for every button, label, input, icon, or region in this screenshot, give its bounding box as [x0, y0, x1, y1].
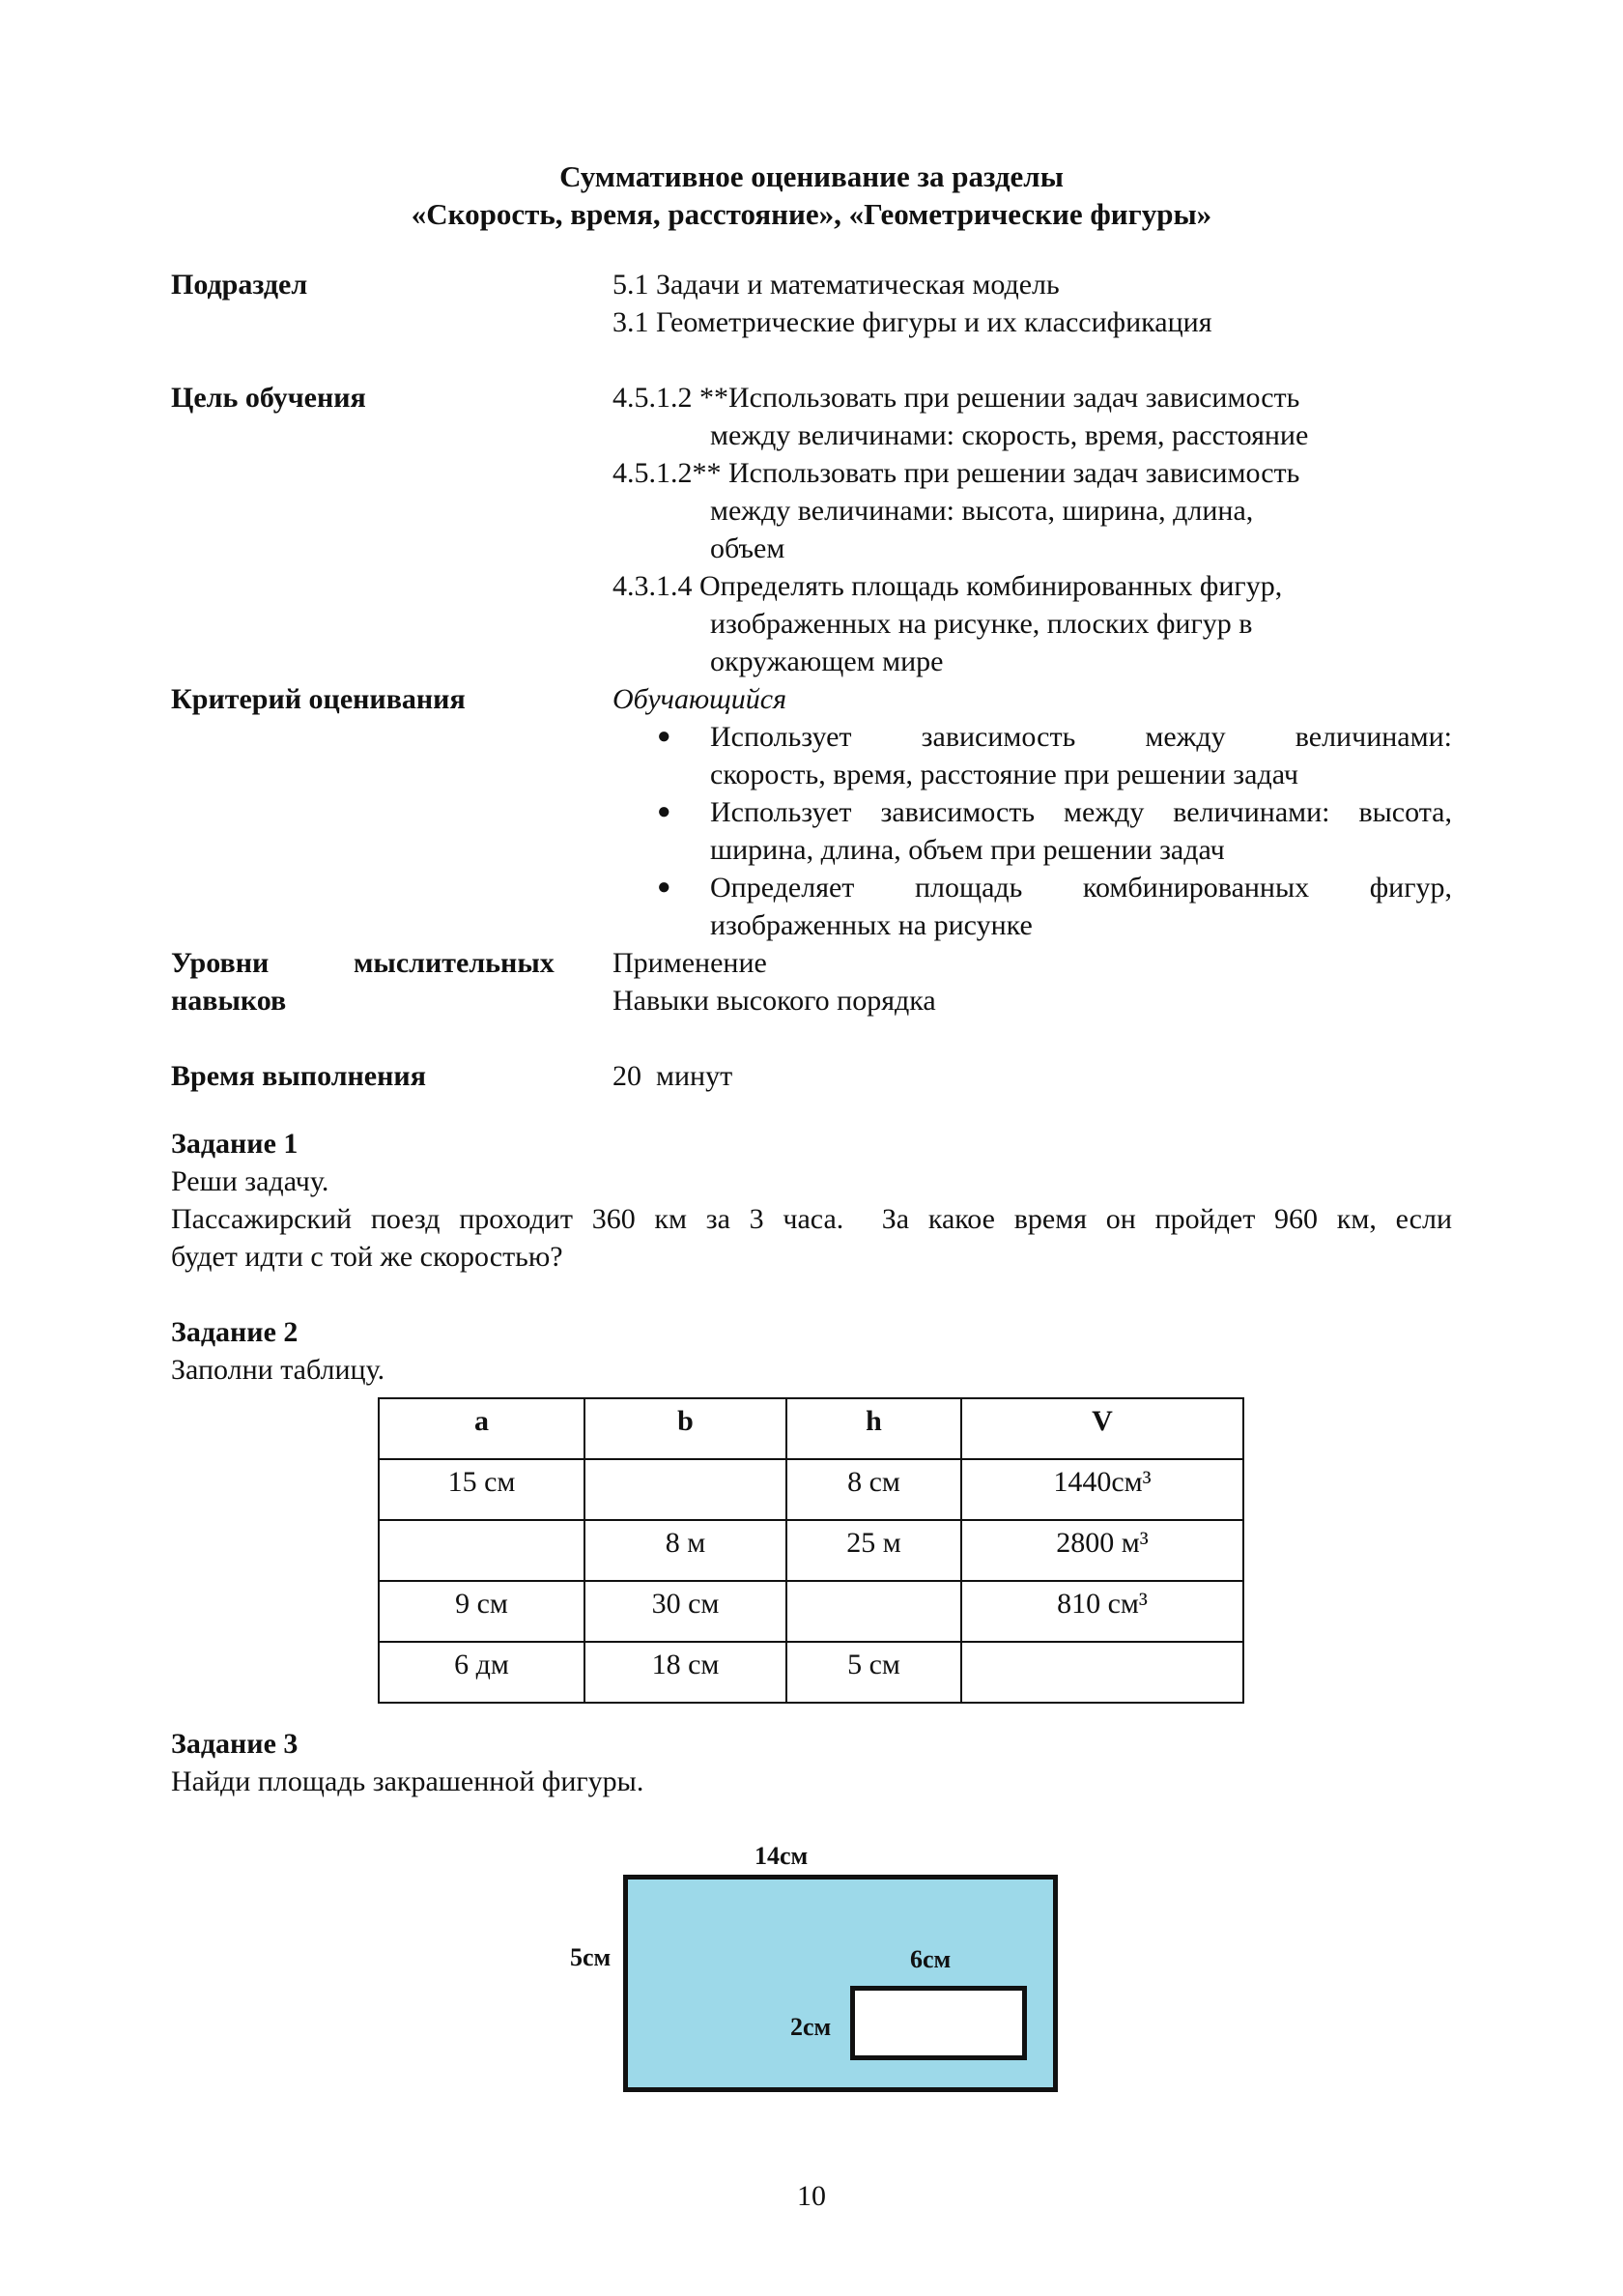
outer-width-label: 14см [755, 1842, 809, 1870]
cell: 5 см [786, 1642, 961, 1703]
task-2-instruction: Заполни таблицу. [171, 1354, 385, 1386]
table-row [379, 1642, 1243, 1703]
criteria-bullet-3-line1: Определяет площадь комбинированных фигур, [710, 872, 1452, 904]
outer-height-label: 5см [570, 1943, 612, 1971]
cell: 8 см [786, 1459, 961, 1520]
subsection-value-2: 3.1 Геометрические фигуры и их классификация [612, 306, 1212, 338]
table-row [379, 1459, 1243, 1520]
subsection-value-1: 5.1 Задачи и математическая модель [612, 269, 1060, 301]
cell: 6 дм [379, 1642, 584, 1703]
table-row [379, 1581, 1243, 1642]
cell: 9 см [379, 1581, 584, 1642]
unshaded-inner-rectangle [850, 1986, 1027, 2060]
criteria-label: Критерий оценивания [171, 683, 466, 715]
goal-3-code: 4.3.1.4 Определять площадь комбинированных фигур, [612, 570, 1283, 602]
goal-3-cont-2: окружающем мире [710, 646, 944, 677]
criteria-bullet-1-line2: скорость, время, расстояние при решении задач [710, 759, 1298, 790]
cell: 8 м [584, 1520, 786, 1581]
cell-blank[interactable] [584, 1459, 786, 1520]
table-row [379, 1520, 1243, 1581]
criteria-intro: Обучающийся [612, 683, 787, 715]
learning-goal-label: Цель обучения [171, 382, 366, 414]
goal-2-cont-1: между величинами: высота, ширина, длина, [710, 495, 1254, 527]
header-h: h [786, 1398, 961, 1459]
cell: 2800 м³ [961, 1520, 1243, 1581]
header-a: a [379, 1398, 584, 1459]
criteria-bullet-2-line1: Использует зависимость между величинами: высота, [710, 796, 1452, 828]
goal-2-code: 4.5.1.2** Использовать при решении задач зависимость [612, 457, 1300, 489]
cell-blank[interactable] [961, 1642, 1243, 1703]
bullet-icon: ● [657, 875, 671, 900]
task-1-instruction: Реши задачу. [171, 1165, 329, 1197]
thinking-levels-label-b: мыслительных [354, 947, 555, 979]
thinking-level-1: Применение [612, 947, 767, 979]
criteria-bullet-1-line1: Использует зависимость между величинами: [710, 721, 1452, 753]
criteria-bullet-2-line2: ширина, длина, объем при решении задач [710, 834, 1225, 866]
task-1-text-line2: будет идти с той же скоростью? [171, 1241, 563, 1273]
bullet-icon: ● [657, 724, 671, 749]
header-v: V [961, 1398, 1243, 1459]
subsection-label: Подраздел [171, 269, 308, 301]
goal-2-cont-2: объем [710, 532, 785, 564]
bullet-icon: ● [657, 799, 671, 824]
goal-3-cont-1: изображенных на рисунке, плоских фигур в [710, 608, 1253, 640]
cell: 1440см³ [961, 1459, 1243, 1520]
cell: 25 м [786, 1520, 961, 1581]
document-title-line2: «Скорость, время, расстояние», «Геометрические фигуры» [411, 197, 1212, 231]
cell-blank[interactable] [786, 1581, 961, 1642]
thinking-levels-label-2: навыков [171, 985, 287, 1017]
task-1-text-line1: Пассажирский поезд проходит 360 км за 3 часа. За какое время он пройдет 960 км, если [171, 1203, 1452, 1235]
task-3-title: Задание 3 [171, 1728, 299, 1760]
inner-width-label: 6см [910, 1945, 952, 1973]
page-number: 10 [797, 2180, 826, 2212]
header-b: b [584, 1398, 786, 1459]
inner-height-label: 2см [790, 2013, 832, 2041]
thinking-levels-label-a: Уровни [171, 947, 270, 979]
cell: 15 см [379, 1459, 584, 1520]
document-title-line1: Суммативное оценивание за разделы [559, 159, 1064, 193]
cell: 810 см³ [961, 1581, 1243, 1642]
goal-1-code: 4.5.1.2 **Использовать при решении задач зависимость [612, 382, 1300, 414]
criteria-bullet-3-line2: изображенных на рисунке [710, 909, 1033, 941]
cell: 30 см [584, 1581, 786, 1642]
duration-value: 20 минут [612, 1060, 733, 1092]
task-1-title: Задание 1 [171, 1128, 299, 1160]
thinking-level-2: Навыки высокого порядка [612, 985, 936, 1017]
task-3-instruction: Найди площадь закрашенной фигуры. [171, 1765, 644, 1797]
cell: 18 см [584, 1642, 786, 1703]
volume-table [378, 1397, 1244, 1704]
duration-label: Время выполнения [171, 1060, 426, 1092]
task-2-title: Задание 2 [171, 1316, 299, 1348]
cell-blank[interactable] [379, 1520, 584, 1581]
goal-1-cont: между величинами: скорость, время, расстояние [710, 419, 1309, 451]
table-header-row [379, 1398, 1243, 1459]
